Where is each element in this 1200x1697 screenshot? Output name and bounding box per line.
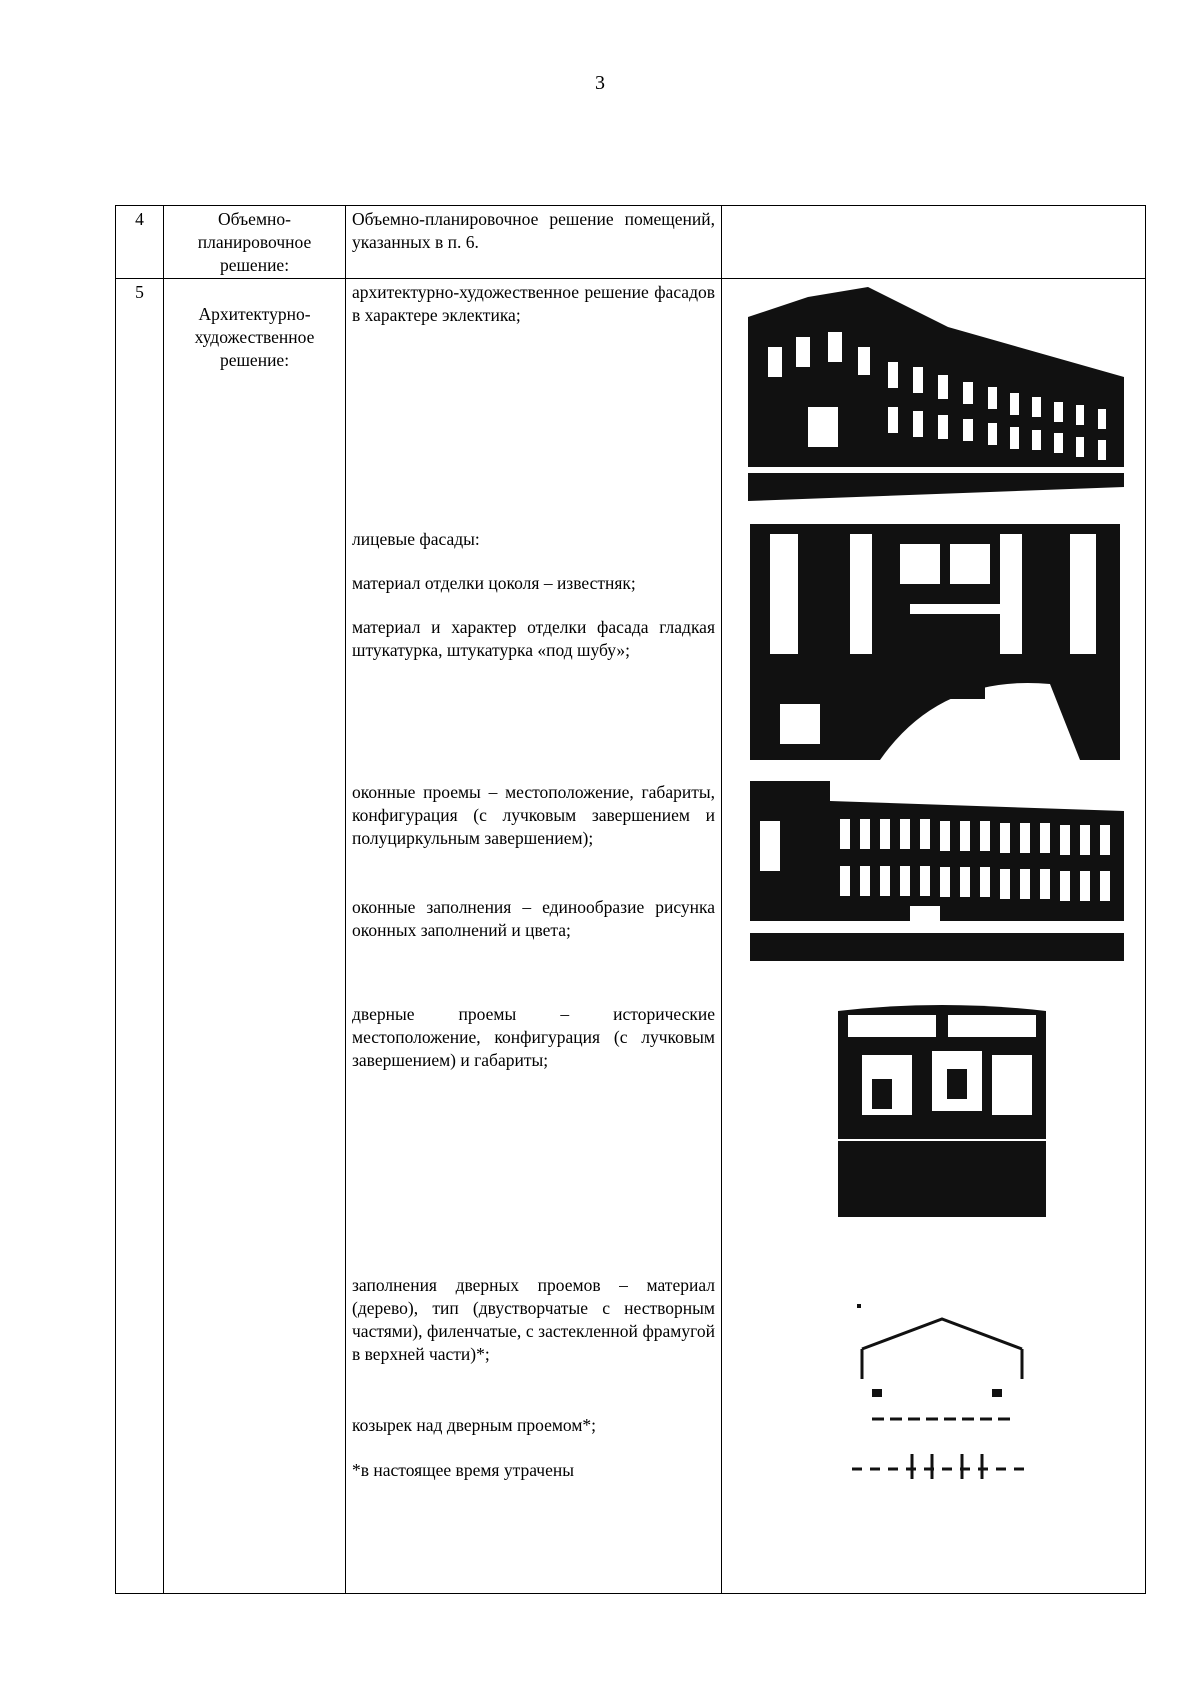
paragraph: лицевые фасады: — [352, 529, 480, 550]
object-description-table — [115, 205, 1146, 1594]
row-number: 4 — [116, 206, 164, 279]
description-paragraphs — [352, 281, 715, 1591]
door-canopy-sketch — [832, 1289, 1042, 1489]
paragraph: дверные проемы – исторические местоположение, конфигурация (с лучковым завершением) и габариты; — [352, 1004, 715, 1070]
paragraph: оконные заполнения – единообразие рисунка оконных заполнений и цвета; — [352, 897, 715, 940]
paragraph: архитектурно-художественное решение фасадов в характере эклектика; — [352, 282, 715, 325]
paragraph: заполнения дверных проемов – материал (дерево), тип (двустворчатые с нестворным частями), филенчатые, с застекленной фрамугой в верхней части)*; — [352, 1275, 715, 1364]
row-title: Объемно-планировочное решение: — [164, 206, 346, 279]
row-number: 5 — [116, 279, 164, 1594]
door-opening-photo — [832, 999, 1052, 1225]
street-facade-windows-photo — [750, 781, 1124, 961]
table-row — [116, 279, 1146, 1594]
paragraph: материал отделки цоколя – известняк; — [352, 573, 636, 594]
entrance-archway-photo — [750, 524, 1120, 760]
row-title — [164, 279, 346, 1594]
row-image-cell — [722, 206, 1146, 279]
paragraph: материал и характер отделки фасада гладкая штукатурка, штукатурка «под шубу»; — [352, 617, 715, 660]
row-title-text: Архитектурно-художественное решение: — [194, 304, 315, 370]
paragraph: козырек над дверным проемом*; — [352, 1415, 597, 1436]
paragraph: оконные проемы – местоположение, габариты, конфигурация (с лучковым завершением и полуциркульным завершением); — [352, 782, 715, 848]
page-number: 3 — [595, 72, 605, 94]
row-description: Объемно-планировочное решение помещений, указанных в п. 6. — [346, 206, 722, 279]
building-facade-photo — [748, 287, 1124, 501]
row-description — [346, 279, 722, 1594]
row-image-cell — [722, 279, 1146, 1594]
table-row — [116, 206, 1146, 279]
paragraph: *в настоящее время утрачены — [352, 1460, 574, 1481]
